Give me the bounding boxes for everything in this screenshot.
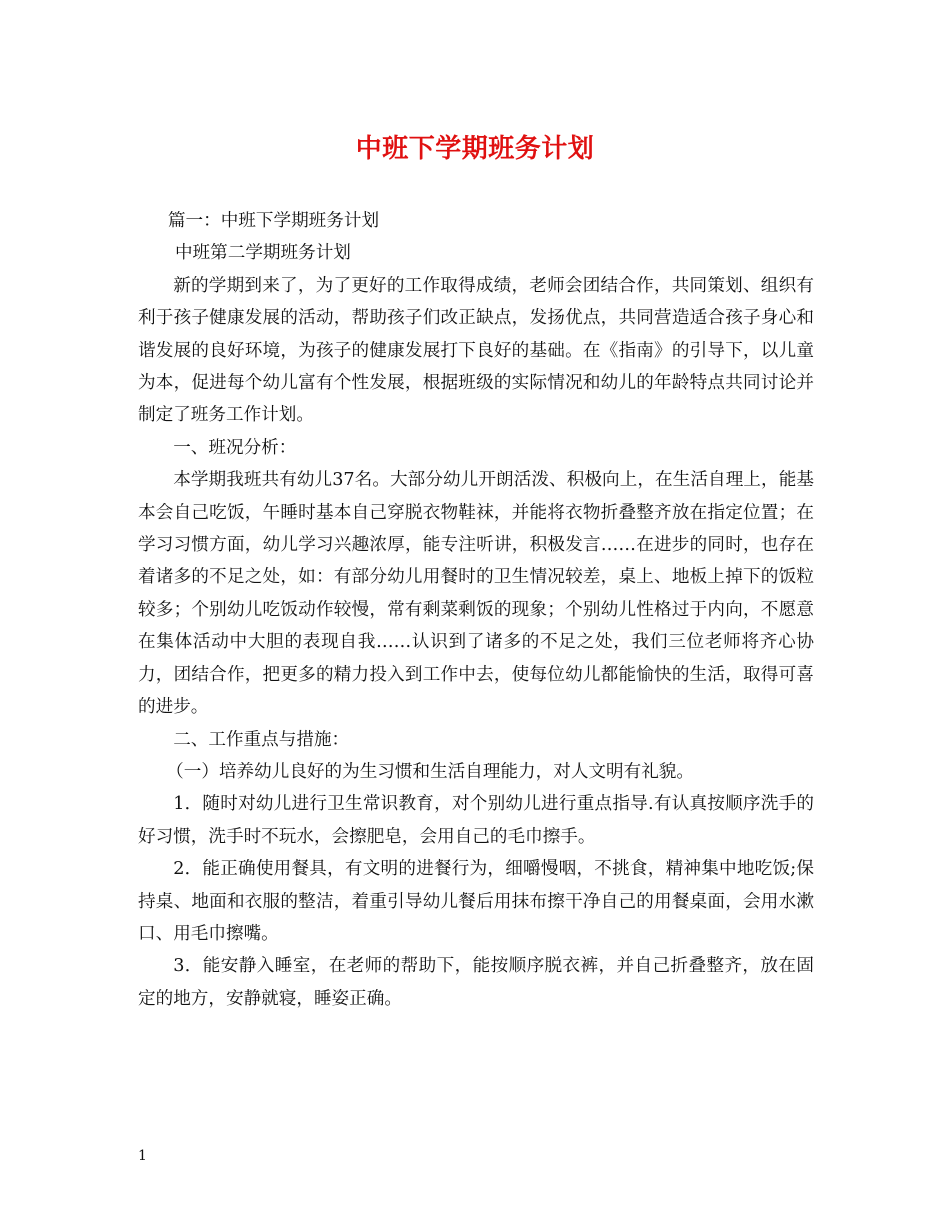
subtitle: 中班第二学期班务计划: [174, 243, 351, 264]
list-item-2: 2．能正确使用餐具，有文明的进餐行为，细嚼慢咽，不挑食，精神集中地吃饭;保持桌、地面和衣服的整洁，着重引导幼儿餐后用抹布擦干净自己的用餐桌面，会用水漱口、用毛巾擦嘴。: [138, 859, 814, 944]
section-heading: 篇一：中班下学期班务计划: [167, 211, 380, 231]
heading-class-analysis: 一、班况分析：: [173, 437, 297, 458]
list-item-3: 3．能安静入睡室，在老师的帮助下，能按顺序脱衣裤，并自己折叠整齐，放在固定的地方，安静就寝，睡姿正确。: [138, 956, 814, 1009]
class-analysis-paragraph: 本学期我班共有幼儿37名。大部分幼儿开朗活泼、积极向上，在生活自理上，能基本会自己吃饭，午睡时基本自己穿脱衣物鞋袜，并能将衣物折叠整齐放在指定位置；在学习习惯方面，幼儿学习兴趣浓厚，能专注听讲，积极发言……在进步的同时，也存在着诸多的不足之处，如：有部分幼儿用餐时的卫生情况较差，桌上、地板上掉下的饭粒较多；个别幼儿吃饭动作较慢，常有剩菜剩饭的现象；个别幼儿性格过于内向，不愿意在集体活动中大胆的表现自我……认识到了诸多的不足之处，我们三位老师将齐心协力，团结合作，把更多的精力投入到工作中去，使每位幼儿都能愉快的生活，取得可喜的进步。: [138, 470, 814, 718]
list-item-1: 1．随时对幼儿进行卫生常识教育，对个别幼儿进行重点指导.有认真按顺序洗手的好习惯，洗手时不玩水，会擦肥皂，会用自己的毛巾擦手。: [138, 794, 814, 847]
document-body: [138, 205, 814, 1015]
document-title: 中班下学期班务计划: [355, 134, 595, 164]
page-number: 1: [138, 1148, 147, 1164]
intro-paragraph: 新的学期到来了，为了更好的工作取得成绩，老师会团结合作，共同策划、组织有利于孩子健康发展的活动，帮助孩子们改正缺点，发扬优点，共同营造适合孩子身心和谐发展的良好环境，为孩子的健康发展打下良好的基础。在《指南》的引导下，以儿童为本，促进每个幼儿富有个性发展，根据班级的实际情况和幼儿的年龄特点共同讨论并制定了班务工作计划。: [138, 275, 814, 426]
heading-work-focus: 二、工作重点与措施：: [173, 729, 350, 750]
subheading-habits: （一）培养幼儿良好的为生习惯和生活自理能力，对人文明有礼貌。: [166, 761, 694, 782]
